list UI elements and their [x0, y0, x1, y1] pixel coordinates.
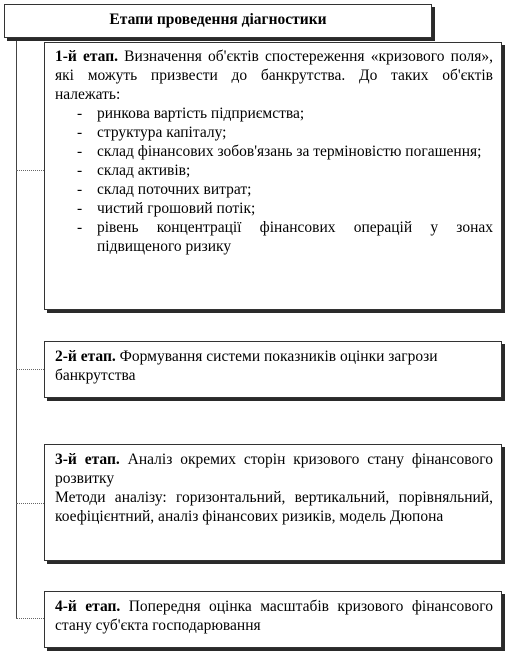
connector-stage-3 — [16, 503, 44, 504]
stage-3-lead — [55, 450, 493, 488]
list-item — [55, 218, 493, 256]
list-item-text: рівень концентрації фінансових операцій у зонах підвищеного ризику — [97, 219, 493, 255]
stage-1-label: 1-й етап. — [55, 48, 119, 65]
stage-2-label: 2-й етап. — [55, 348, 116, 365]
list-item-text: склад фінансових зобов'язань за терміновістю погашення; — [97, 143, 482, 160]
stage-2-box — [44, 341, 502, 398]
stage-1-lead — [55, 47, 493, 104]
dash-bullet: - — [77, 200, 83, 217]
stage-2-text: Формування системи показників оцінки загрози банкрутства — [55, 348, 438, 384]
diagram-title: Етапи проведення діагностики — [109, 11, 327, 28]
connector-stage-1 — [16, 170, 44, 171]
stage-3-box — [44, 444, 502, 561]
list-item — [55, 161, 493, 180]
list-item-text: ринкова вартість підприємства; — [97, 105, 305, 122]
stage-4-label: 4-й етап. — [55, 598, 121, 615]
stage-1-object-list — [55, 104, 493, 256]
stage-4-text: Попередня оцінка масштабів кризового фінансового стану суб'єкта господарювання — [55, 598, 493, 634]
list-item-text: структура капіталу; — [97, 124, 227, 141]
list-item — [55, 104, 493, 123]
list-item — [55, 199, 493, 218]
list-item-text: чистий грошовий потік; — [97, 200, 256, 217]
list-item — [55, 123, 493, 142]
stage-4-box — [44, 591, 502, 648]
stage-3-label: 3-й етап. — [55, 451, 120, 468]
dash-bullet: - — [77, 143, 83, 160]
dash-bullet: - — [77, 105, 83, 122]
dash-bullet: - — [77, 181, 83, 198]
connector-stage-4 — [16, 618, 44, 619]
list-item-text: склад активів; — [97, 162, 191, 179]
stage-3-text: Аналіз окремих сторін кризового стану фінансового розвитку — [55, 451, 493, 487]
list-item — [55, 180, 493, 199]
stage-1-text: Визначення об'єктів спостереження «кризового поля», які можуть призвести до банкрутства. До таких об'єктів належать: — [55, 48, 493, 103]
vertical-connector-line — [16, 38, 17, 618]
dash-bullet: - — [77, 124, 83, 141]
list-item-text: склад поточних витрат; — [97, 181, 252, 198]
dash-bullet: - — [77, 219, 83, 236]
stage-3-methods: Методи аналізу: горизонтальний, вертикальний, порівняльний, коефіцієнтний, аналіз фінансових ризиків, модель Дюпона — [55, 489, 493, 525]
diagram-title-box — [4, 4, 432, 38]
dash-bullet: - — [77, 162, 83, 179]
list-item — [55, 142, 493, 161]
stage-1-box — [44, 42, 502, 310]
connector-stage-2 — [16, 369, 44, 370]
